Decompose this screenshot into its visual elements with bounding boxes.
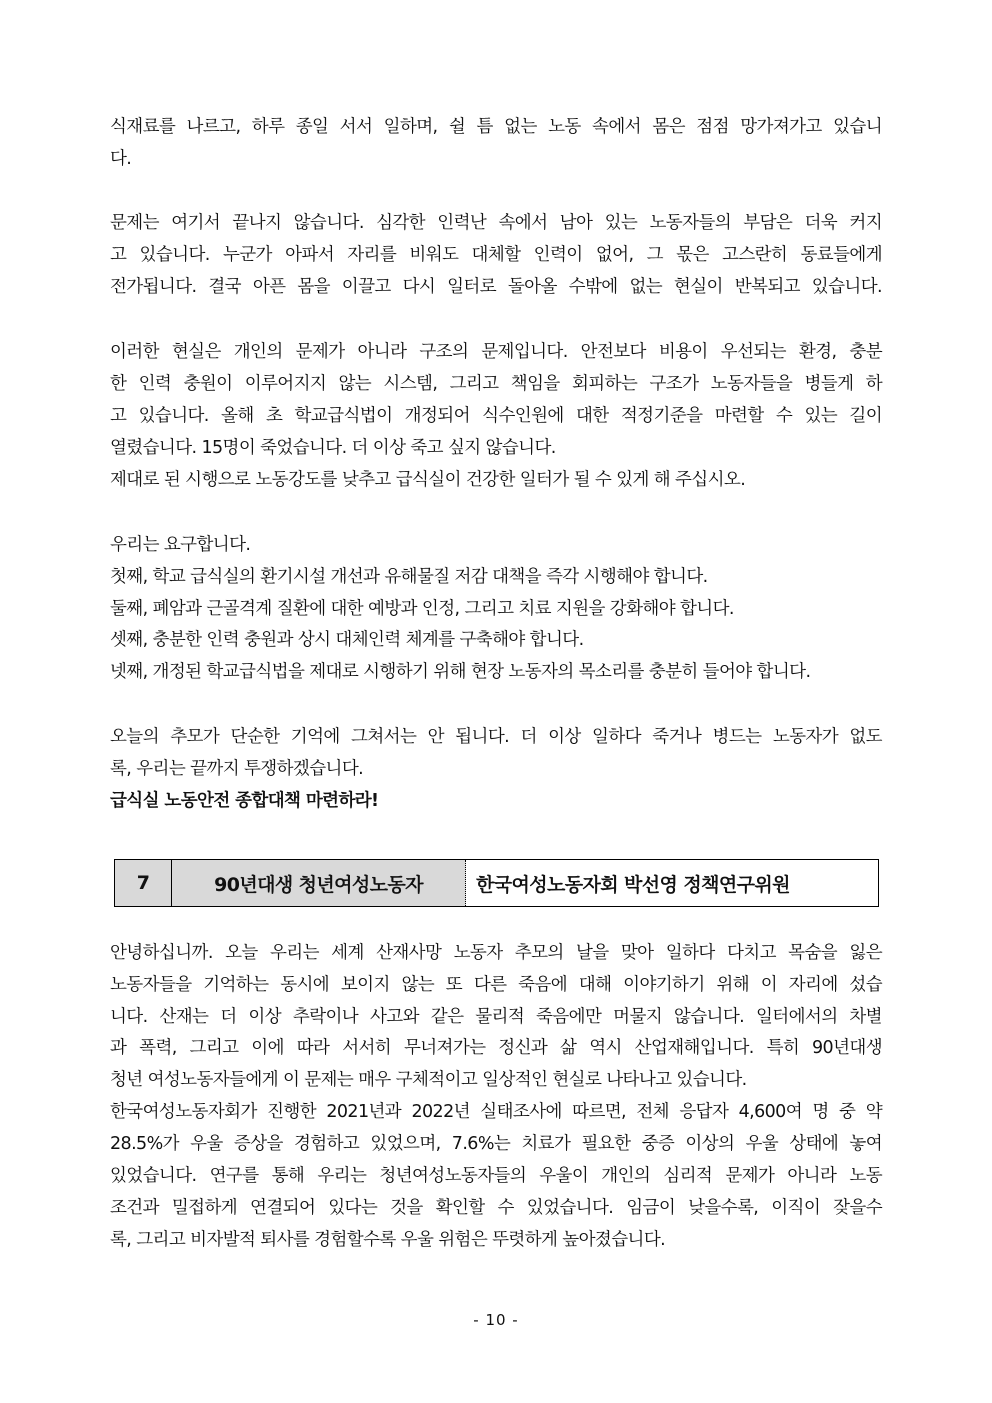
text-line: 문제는 여기서 끝나지 않습니다. 심각한 인력난 속에서 남아 있는 노동자들의 부담은 더욱 커지 xyxy=(110,213,882,233)
demand-item: 첫째, 학교 급식실의 환기시설 개선과 유해물질 저감 대책을 즉각 시행해야 합니다. xyxy=(110,567,708,587)
text-line: 열렸습니다. 15명이 죽었습니다. 더 이상 죽고 싶지 않습니다. xyxy=(110,438,556,458)
text-line: 과 폭력, 그리고 이에 따라 서서히 무너져가는 정신과 삶 역시 산업재해입니다. 특히 90년대생 xyxy=(110,1038,882,1058)
page-number: - 10 - xyxy=(473,1311,519,1329)
text-line: 고 있습니다. 누군가 아파서 자리를 비워도 대체할 인력이 없어, 그 몫은 고스란히 동료들에게 xyxy=(110,245,882,265)
text-line: 니다. 산재는 더 이상 추락이나 사고와 같은 물리적 죽음에만 머물지 않습니다. 일터에서의 차별 xyxy=(110,1007,882,1027)
text-line: 한국여성노동자회가 진행한 2021년과 2022년 실태조사에 따르면, 전체 응답자 4,600여 명 중 약 xyxy=(110,1102,882,1122)
text-line: 록, 우리는 끝까지 투쟁하겠습니다. xyxy=(110,759,364,779)
text-line: 우리는 요구합니다. xyxy=(110,535,251,555)
text-line: 이러한 현실은 개인의 문제가 아니라 구조의 문제입니다. 안전보다 비용이 우선되는 환경, 충분 xyxy=(110,342,882,362)
text-line: 오늘의 추모가 단순한 기억에 그쳐서는 안 됩니다. 더 이상 일하다 죽거나 병드는 노동자가 없도 xyxy=(110,727,882,747)
speaker-name: 한국여성노동자회 박선영 정책연구위원 xyxy=(466,860,878,906)
text-line: 록, 그리고 비자발적 퇴사를 경험할수록 우울 위험은 뚜렷하게 높아졌습니다. xyxy=(110,1230,666,1250)
text-line: 조건과 밀접하게 연결되어 있다는 것을 확인할 수 있었습니다. 임금이 낮을수록, 이직이 잦을수 xyxy=(110,1198,882,1218)
text-line: 28.5%가 우울 증상을 경험하고 있었으며, 7.6%는 치료가 필요한 중증 이상의 우울 상태에 놓여 xyxy=(110,1134,882,1154)
text-line: 전가됩니다. 결국 아픈 몸을 이끌고 다시 일터로 돌아올 수밖에 없는 현실이 반복되고 있습니다. xyxy=(110,277,882,297)
text-line: 식재료를 나르고, 하루 종일 서서 일하며, 쉴 틈 없는 노동 속에서 몸은 점점 망가져가고 있습니 xyxy=(110,117,882,137)
demand-item: 넷째, 개정된 학교급식법을 제대로 시행하기 위해 현장 노동자의 목소리를 충분히 들어야 합니다. xyxy=(110,662,811,682)
text-line: 고 있습니다. 올해 초 학교급식법이 개정되어 식수인원에 대한 적정기준을 마련할 수 있는 길이 xyxy=(110,406,882,426)
text-line: 제대로 된 시행으로 노동강도를 낮추고 급식실이 건강한 일터가 될 수 있게 해 주십시오. xyxy=(110,470,746,490)
slogan: 급식실 노동안전 종합대책 마련하라! xyxy=(110,791,379,811)
text-line: 한 인력 충원이 이루어지지 않는 시스템, 그리고 책임을 회피하는 구조가 노동자들을 병들게 하 xyxy=(110,374,882,394)
text-line: 청년 여성노동자들에게 이 문제는 매우 구체적이고 일상적인 현실로 나타나고 있습니다. xyxy=(110,1070,747,1090)
speaker-topic: 90년대생 청년여성노동자 xyxy=(172,860,466,906)
text-line: 다. xyxy=(110,149,132,169)
demand-item: 둘째, 폐암과 근골격계 질환에 대한 예방과 인정, 그리고 치료 지원을 강화해야 합니다. xyxy=(110,599,734,619)
text-line: 안녕하십니까. 오늘 우리는 세계 산재사망 노동자 추모의 날을 맞아 일하다 다치고 목숨을 잃은 xyxy=(110,943,882,963)
speaker-header-table xyxy=(114,859,879,907)
speaker-number: 7 xyxy=(115,860,172,906)
text-line: 노동자들을 기억하는 동시에 보이지 않는 또 다른 죽음에 대해 이야기하기 위해 이 자리에 섰습 xyxy=(110,975,882,995)
text-line: 있었습니다. 연구를 통해 우리는 청년여성노동자들의 우울이 개인의 심리적 문제가 아니라 노동 xyxy=(110,1166,882,1186)
demand-item: 셋째, 충분한 인력 충원과 상시 대체인력 체계를 구축해야 합니다. xyxy=(110,630,584,650)
